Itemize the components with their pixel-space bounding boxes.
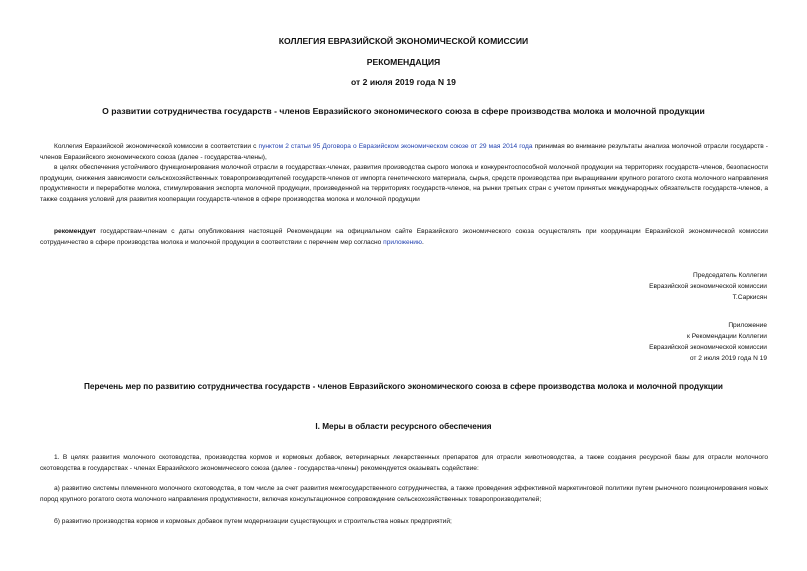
signature-organization: Евразийской экономической комиссии: [649, 283, 767, 290]
recommendation-text: государствам-членам с даты опубликования настоящей Рекомендации на официальном сайте Евразийского экономического союза осуществлять при координации Евразийской экономической комиссии сотрудничество в сфере производства молока и молочной продукции в соответствии с перечнем мер согласно: [40, 228, 768, 246]
purpose-paragraph: [40, 163, 768, 205]
treaty-article-link[interactable]: пунктом 2 статьи 95 Договора о Евразийском экономическом союзе от 29 мая 2014 года: [258, 143, 533, 150]
signature-name: Т.Саркисян: [732, 294, 767, 301]
preamble-text-start: Коллегия Евразийской экономической комиссии в соответствии с: [54, 143, 259, 150]
item-b-text: б) развитию производства кормов и кормовых добавок путем модернизации существующих и строительства новых предприятий;: [54, 518, 452, 525]
annex-link[interactable]: приложению: [383, 238, 422, 246]
signature-block: [547, 270, 767, 303]
preamble-text-end: принимая во внимание результаты анализа молочной отрасли государств - членов Евразийского экономического союза (далее - государства-члены),: [40, 143, 769, 161]
annex-reference-block: [547, 320, 767, 364]
recommendation-paragraph: [40, 227, 768, 248]
preamble-paragraph: [40, 142, 768, 163]
item-1-text: 1. В целях развития молочного скотоводства, производства кормов и кормовых добавок, ветеринарных лекарственных препаратов для отрасли животноводства, а также создания ресурсной базы для отрасли молочного скотоводства в государствах - членах Евразийского экономического союза (далее - государства-члены) рекомендуется оказывать содействие:: [40, 454, 768, 472]
purpose-text: в целях обеспечения устойчивого функционирования молочной отрасли в государствах-членах, развития производства сырого молока и конкурентоспособной молочной продукции на территориях государств-членов, безопасности продукции, снижения зависимости сельскохозяйственных товаропроизводителей государств-членов от импорта генетического материала, сырья, средств производства при выращивании крупного рогатого скота молочного направления продуктивности и переработке молока, стимулирования экспорта молочной продукции, произведенной на территориях государств-членов, на рынки третьих стран с учетом принятых международных обязательств государств-членов, а также создания условий для развития кооперации государств-членов в сфере производства молока и молочной продукции: [40, 164, 768, 203]
section-heading: I. Меры в области ресурсного обеспечения: [315, 422, 492, 431]
item-a-text: а) развитию системы племенного молочного скотоводства, в том числе за счет развития межгосударственного сотрудничества, а также проведения эффективной маркетинговой политики путем рыночного позиционирования новых пород крупного рогатого скота молочного направления продуктивности, включая консультационное сопровождение сельскохозяйственных товаропроизводителей;: [40, 485, 768, 503]
list-item: [40, 484, 768, 505]
list-item: [40, 453, 768, 474]
annex-to-recommendation: к Рекомендации Коллегии: [687, 333, 767, 340]
recommendation-end: .: [421, 238, 424, 246]
document-title: О развитии сотрудничества государств - членов Евразийского экономического союза в сфере производства молока и молочной продукции: [102, 106, 705, 116]
document-date-number: от 2 июля 2019 года N 19: [351, 77, 456, 87]
annex-organization: Евразийской экономической комиссии: [649, 344, 767, 351]
annex-title: Перечень мер по развитию сотрудничества государств - членов Евразийского экономического союза в сфере производства молока и молочной продукции: [84, 382, 723, 391]
document-type-heading: РЕКОМЕНДАЦИЯ: [366, 57, 441, 67]
signature-position: Председатель Коллегии: [693, 272, 767, 279]
organization-heading: КОЛЛЕГИЯ ЕВРАЗИЙСКОЙ ЭКОНОМИЧЕСКОЙ КОМИССИИ: [278, 36, 529, 46]
list-item: [40, 517, 768, 528]
annex-date-number: от 2 июля 2019 года N 19: [689, 355, 767, 362]
recommends-keyword: рекомендует: [54, 228, 97, 235]
annex-label: Приложение: [728, 322, 767, 329]
